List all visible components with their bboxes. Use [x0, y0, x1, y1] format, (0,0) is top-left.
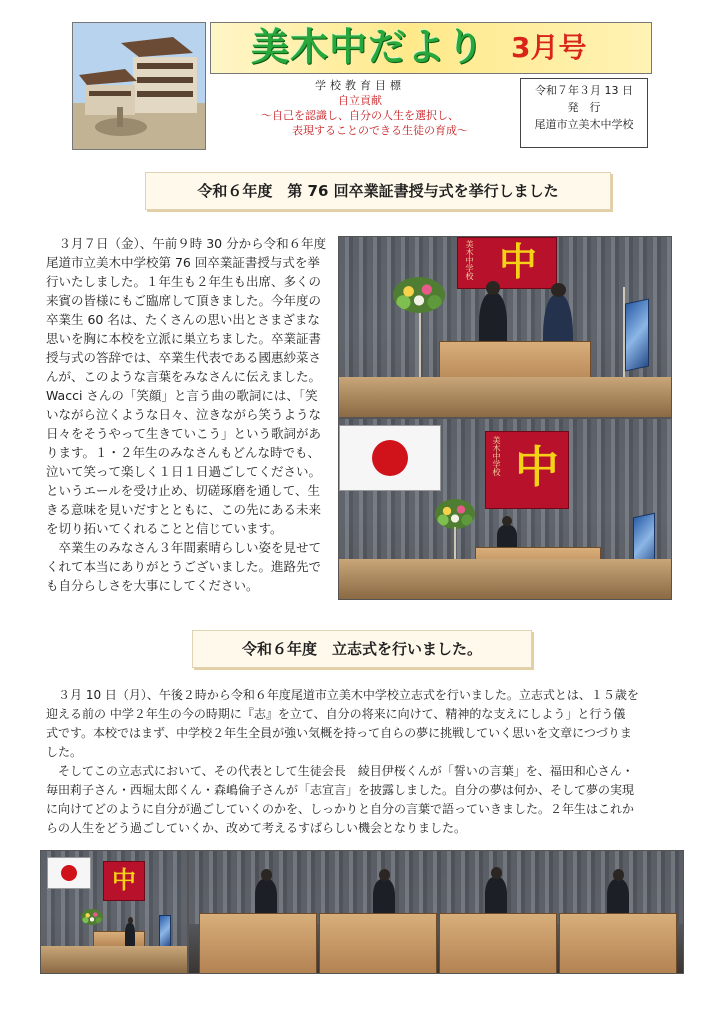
title-band	[210, 22, 652, 74]
publisher-name: 尾道市立美木中学校	[534, 118, 634, 131]
rissshi-stage-photo	[40, 850, 188, 974]
article-line: くれて本当にありがとうございました。進路先で	[46, 559, 322, 574]
graduation-certificate-photo	[338, 236, 672, 418]
article-line: 迎える前の 中学２年生の今の時期に『志』を立て、自分の将来に向けて、精神的な支えにしよう」と行う儀	[46, 707, 626, 721]
japanese-flag	[339, 425, 441, 491]
podium	[559, 913, 677, 974]
issue-month: 3月号	[511, 31, 587, 64]
school-flag	[159, 915, 171, 947]
article-line: ３月 10 日（月）、午後２時から令和６年度尾道市立美木中学校立志式を行いました。立志式とは、１５歳を	[58, 688, 639, 702]
publication-info	[520, 78, 648, 148]
flower-arrangement	[435, 499, 475, 529]
graduation-article	[46, 234, 336, 595]
flower-arrangement	[393, 277, 445, 313]
article-line: というエールを受け止め、切磋琢磨を通して、生	[46, 483, 321, 498]
article-line: そしてこの立志式において、その代表として生徒会長 綾目伊桜くんが「誓いの言葉」を、福田和心さん・	[58, 764, 634, 778]
article-line: した。	[46, 745, 83, 759]
article-line: 思いを胸に本校を立派に巣立ちました。卒業証書	[46, 331, 322, 346]
banner-emblem: 中	[112, 866, 136, 894]
motto-line: ～自己を認識し、自分の人生を選択し、	[261, 109, 459, 122]
article-line: らの人生をどう過ごしていくか、改めて考えるすばらしい機会となりました。	[46, 821, 467, 835]
article-line: 毎田莉子さん・西堀太郎くん・森嶋倫子さんが「志宣言」を披露しました。自分の夢は何か、そして夢の実現	[46, 783, 635, 797]
podium	[199, 913, 317, 974]
masthead	[72, 22, 652, 150]
banner-school-name: 美木中学校	[465, 240, 474, 280]
motto-heading: 学校教育目標	[315, 79, 405, 92]
podium	[319, 913, 437, 974]
article-line: きる意味を見いだすとともに、この先にある未来	[46, 502, 322, 517]
article-line: ります。１・２年生のみなさんもどんな時でも、	[46, 445, 321, 460]
article-line: 尾道市立美木中学校第 76 回卒業証書授与式を挙	[46, 255, 320, 270]
japanese-flag	[47, 857, 91, 889]
article-line: 卒業生 60 名は、たくさんの思い出とさまざまな	[46, 312, 320, 327]
rissshi-article	[46, 686, 686, 838]
article-line: も自分らしさを大事にしてください。	[46, 578, 259, 593]
article-line: Wacci さんの「笑顔」と言う曲の歌詞には、「笑	[46, 388, 318, 403]
article-line: んが、このような言葉をみなさんに伝えました。	[46, 369, 322, 384]
flower-arrangement	[81, 909, 103, 925]
article-line: 卒業生のみなさん３年間素晴らしい姿を見せて	[58, 540, 322, 555]
newsletter-title: 美木中だより	[251, 25, 486, 69]
article-line: 日々をそうやって生きていこう」という歌詞があ	[46, 426, 322, 441]
article-line: いながら泣くような日々、泣きながら笑うような	[46, 407, 322, 422]
article-line: 泣いて笑って楽しく１日１日過ごしてください。	[46, 464, 322, 479]
publication-date: 令和７年３月 13 日	[535, 84, 633, 97]
banner-school-name: 美木中学校	[492, 436, 501, 476]
school-banner	[485, 431, 569, 509]
article-line: ３月７日（金）、午前９時 30 分から令和６年度	[58, 236, 327, 251]
article-line: 式です。本校ではまず、中学校２年生全員が強い気概を持って自らの夢に挑戦していく思いを文章につづりま	[46, 726, 632, 740]
school-banner	[103, 861, 145, 901]
motto-line: 自立貢献	[338, 94, 382, 107]
school-motto	[210, 74, 510, 150]
article-line: 行いたしました。１年生も２年生も出席、多くの	[46, 274, 322, 289]
speaker-figure	[125, 923, 135, 947]
banner-emblem: 中	[498, 240, 537, 284]
article-line: を切り拓いてくれることと信じています。	[46, 521, 283, 536]
publication-label: 発 行	[567, 101, 601, 114]
section-header-graduation: 令和６年度 第 76 回卒業証書授与式を挙行しました	[145, 172, 611, 210]
podium	[439, 913, 557, 974]
school-flag	[625, 298, 649, 371]
school-building-photo	[72, 22, 206, 150]
school-banner	[457, 237, 557, 289]
article-line: 授与式の答辞では、卒業生代表である國惠紗菜さ	[46, 350, 322, 365]
banner-emblem: 中	[515, 442, 559, 493]
article-line: 来賓の皆様にもご臨席して頂きました。今年度の	[46, 293, 322, 308]
motto-line: 表現することのできる生徒の育成～	[292, 124, 468, 137]
rissshi-speakers-photo	[188, 850, 684, 974]
graduation-address-photo	[338, 418, 672, 600]
section-header-rissshi: 令和６年度 立志式を行いました。	[192, 630, 532, 668]
school-building-illustration	[73, 23, 205, 149]
article-line: に向けてどのように自分が過ごしていくのかを、しっかりと自分の言葉で語っていきました。２年生はこれか	[46, 802, 635, 816]
